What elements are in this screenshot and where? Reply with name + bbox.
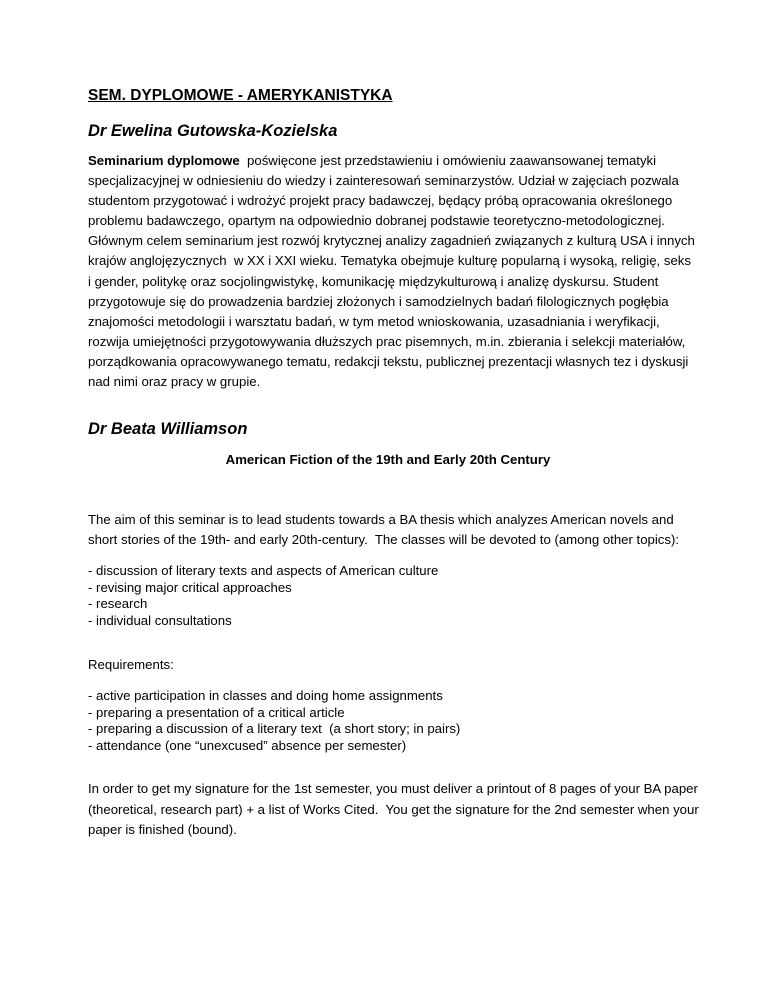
- paragraph-line: Seminarium dyplomowe poświęcone jest przedstawieniu i omówieniu zaawansowanej tematyki: [88, 153, 657, 168]
- paragraph-line: problemu badawczego, opartym na odpowiednio dobranej podstawie teoretyczno-metodologicznej.: [88, 213, 665, 229]
- course-title: American Fiction of the 19th and Early 20th Century: [225, 452, 551, 467]
- page-title: SEM. DYPLOMOWE - AMERYKANISTYKA: [88, 87, 393, 104]
- paragraph-line: znajomości metodologii i warsztatu badań, w tym metod wnioskowania, uzasadniania i weryfikacji,: [88, 313, 660, 329]
- list-item: - research: [88, 596, 148, 611]
- paragraph-line: specjalizacyjnej w odniesieniu do wiedzy i zainteresowań seminarzystów. Udział w zajęciach pozwala: [88, 173, 679, 189]
- paragraph-line: studentom przygotować i wdrożyć projekt pracy badawczej, będący próbą opracowania określonego: [88, 193, 673, 209]
- paragraph-line: In order to get my signature for the 1st semester, you must deliver a printout of 8 pages of your BA paper: [88, 781, 698, 796]
- paragraph-line: porządkowania opracowywanego tematu, redakcji tekstu, publicznej prezentacji własnych tez i dyskusji: [88, 353, 689, 369]
- paragraph-line: i gender, politykę oraz socjolingwistykę, komunikację międzykulturową i analizę dyskursu. Student: [88, 273, 659, 289]
- list-item: - active participation in classes and doing home assignments: [88, 688, 443, 703]
- paragraph-line: short stories of the 19th- and early 20th-century. The classes will be devoted to (among other topics):: [88, 532, 680, 547]
- author-heading-gutowska: Dr Ewelina Gutowska-Kozielska: [88, 122, 338, 140]
- list-item: - revising major critical approaches: [88, 579, 292, 595]
- polish-description: [88, 151, 695, 392]
- list-item: - preparing a presentation of a critical article: [88, 704, 345, 720]
- paragraph-line: przygotowuje się do prowadzenia bardziej złożonych i samodzielnych badań filologicznych pogłębia: [88, 293, 669, 309]
- english-intro: [88, 510, 688, 550]
- list-item: - individual consultations: [88, 612, 232, 628]
- topics-list: [88, 563, 688, 629]
- paragraph-line: krajów anglojęzycznych w XX i XXI wieku. Tematyka obejmuje kulturę popularną i wysoką, religię, seks: [88, 253, 691, 269]
- paragraph-line: paper is finished (bound).: [88, 822, 237, 837]
- requirements-label: Requirements:: [88, 657, 174, 672]
- list-item: - discussion of literary texts and aspects of American culture: [88, 563, 439, 578]
- paragraph-line: The aim of this seminar is to lead students towards a BA thesis which analyzes American novels and: [88, 512, 674, 527]
- list-item: - preparing a discussion of a literary text (a short story; in pairs): [88, 721, 461, 736]
- list-item: - attendance (one “unexcused” absence per semester): [88, 737, 407, 753]
- author-heading-williamson: Dr Beata Williamson: [88, 420, 248, 438]
- bold-lead: Seminarium dyplomowe: [88, 153, 240, 168]
- paragraph-line: (theoretical, research part) + a list of Works Cited. You get the signature for the 2nd semester when your: [88, 801, 699, 817]
- closing-paragraph: [88, 779, 699, 841]
- paragraph-line: rozwija umiejętności przygotowywania dłuższych prac pisemnych, m.in. zbierania i selekcji materiałów,: [88, 333, 686, 349]
- paragraph-line: Głównym celem seminarium jest rozwój krytycznej analizy zagadnień związanych z kulturą USA i innych: [88, 233, 695, 249]
- paragraph-line: nad nimi oraz pracy w grupie.: [88, 374, 261, 390]
- requirements-list: [88, 688, 688, 754]
